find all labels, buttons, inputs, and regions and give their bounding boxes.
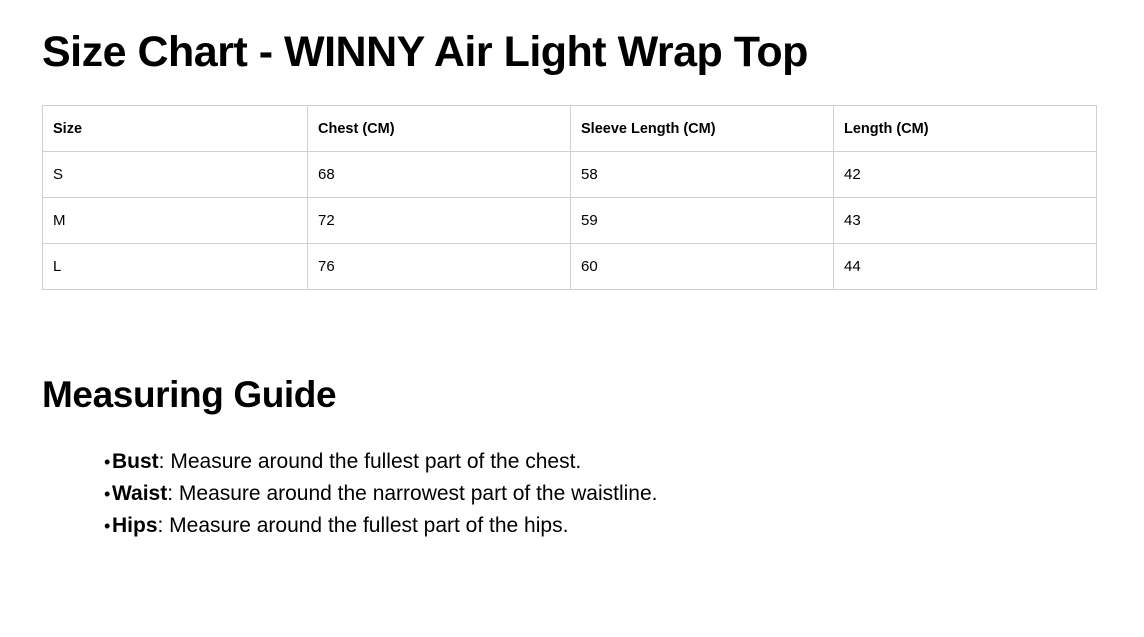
- list-item: [66, 446, 1096, 478]
- cell-sleeve-length: 60: [571, 244, 834, 290]
- column-header-chest: Chest (CM): [308, 106, 571, 152]
- column-header-size: Size: [43, 106, 308, 152]
- size-chart-table: [42, 105, 1097, 290]
- list-item-text: : Measure around the narrowest part of the waistline.: [167, 482, 658, 506]
- list-item-text: : Measure around the fullest part of the chest.: [158, 450, 582, 474]
- measuring-guide-heading: Measuring Guide: [42, 374, 337, 416]
- cell-size: M: [43, 198, 308, 244]
- cell-sleeve-length: 59: [571, 198, 834, 244]
- cell-size: S: [43, 152, 308, 198]
- list-item-term: Hips: [112, 514, 158, 538]
- measuring-guide-list: [42, 446, 1096, 542]
- list-item: [66, 510, 1096, 542]
- table-row: [43, 198, 1097, 244]
- table-row: [43, 244, 1097, 290]
- cell-size: L: [43, 244, 308, 290]
- cell-sleeve-length: 58: [571, 152, 834, 198]
- cell-chest: 76: [308, 244, 571, 290]
- list-item-term: Waist: [112, 482, 168, 506]
- table-header-row: [43, 106, 1097, 152]
- cell-length: 44: [834, 244, 1097, 290]
- list-item: [66, 478, 1096, 510]
- column-header-length: Length (CM): [834, 106, 1097, 152]
- list-item-text: : Measure around the fullest part of the hips.: [157, 514, 569, 538]
- cell-length: 43: [834, 198, 1097, 244]
- cell-chest: 72: [308, 198, 571, 244]
- column-header-sleeve-length: Sleeve Length (CM): [571, 106, 834, 152]
- table-row: [43, 152, 1097, 198]
- cell-length: 42: [834, 152, 1097, 198]
- cell-chest: 68: [308, 152, 571, 198]
- page-title: Size Chart - WINNY Air Light Wrap Top: [42, 28, 808, 76]
- list-item-term: Bust: [112, 450, 159, 474]
